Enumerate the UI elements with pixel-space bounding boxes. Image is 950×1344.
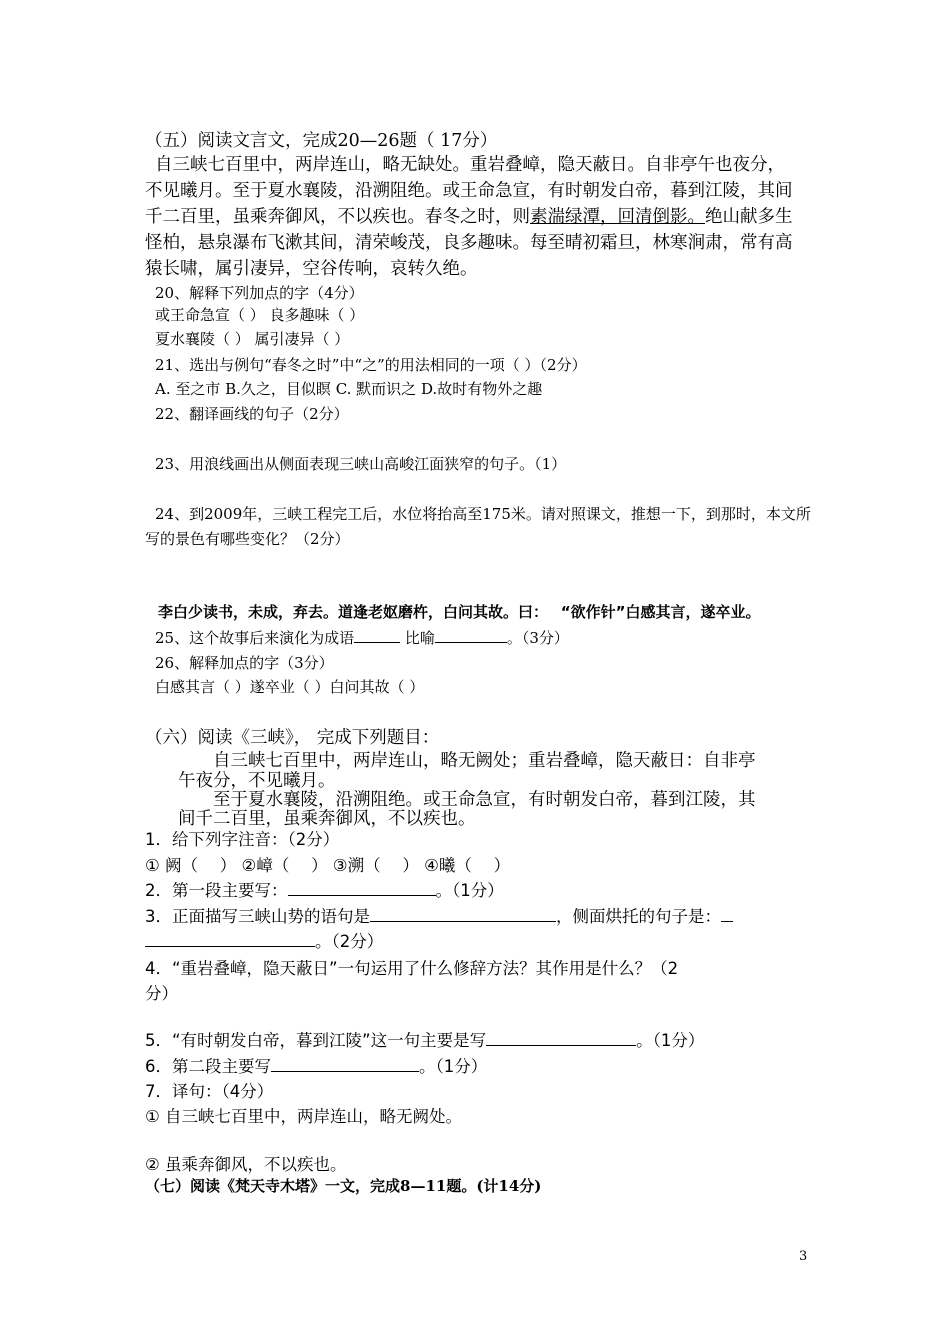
question-20-items: 夏水襄陵（ ） 属引凄异（ ） xyxy=(155,330,350,348)
section6-paragraph: 午夜分，不见曦月。 xyxy=(178,771,336,791)
question-26: 26、解释加点的字（3分） xyxy=(155,654,334,672)
passage-line xyxy=(145,203,793,228)
question-21-options: A. 至之市 B.久之，目似瞑 C. 默而识之 D.故时有物外之趣 xyxy=(155,380,543,398)
li-bai-story: 李白少读书，未成，弃去。道逢老妪磨杵，白问其故。曰： “欲作针”白感其言，遂卒业。 xyxy=(158,603,761,621)
passage-segment: 千二百里，虽乘奔御风，不以疾也。春冬之时，则 xyxy=(145,207,530,227)
q2-text: 2．第一段主要写： xyxy=(145,881,288,900)
question-6-2 xyxy=(145,877,504,901)
passage-segment: 绝山献多生 xyxy=(705,207,793,227)
answer-blank[interactable] xyxy=(354,628,400,643)
q25-text: 25、这个故事后来演化为成语 xyxy=(155,629,355,647)
section6-paragraph: 自三峡七百里中，两岸连山，略无阙处；重岩叠嶂，隐天蔽日：自非亭 xyxy=(213,751,756,771)
answer-blank[interactable] xyxy=(370,907,556,922)
section6-title: （六）阅读《三峡》， 完成下列题目： xyxy=(145,728,440,748)
question-6-5 xyxy=(145,1027,704,1051)
question-6-3-cont xyxy=(145,928,383,952)
question-6-6 xyxy=(145,1053,487,1077)
q25-text: 。（3分） xyxy=(506,629,569,647)
q2-text: 。（1分） xyxy=(435,881,504,900)
answer-blank[interactable] xyxy=(145,932,315,947)
section7-title: （七）阅读《梵天寺木塔》一文，完成8—11题。(计14分) xyxy=(145,1177,542,1195)
question-6-7-item: ② 虽乘奔御风，不以疾也。 xyxy=(145,1155,347,1174)
question-6-3 xyxy=(145,903,733,927)
section6-paragraph: 至于夏水襄陵，沿溯阻绝。或王命急宣，有时朝发白帝，暮到江陵，其 xyxy=(213,790,756,810)
question-23: 23、用浪线画出从侧面表现三峡山高峻江面狭窄的句子。（1） xyxy=(155,455,567,473)
passage-line: 怪柏，悬泉瀑布飞漱其间，清荣峻茂，良多趣味。每至晴初霜旦，林寒涧肃，常有高 xyxy=(145,233,793,253)
question-6-1-items: ① 阙（ ） ②嶂（ ） ③溯（ ） ④曦（ ） xyxy=(145,856,511,875)
q6-text: 6．第二段主要写 xyxy=(145,1057,271,1076)
question-20-items: 或王命急宣（ ） 良多趣味（ ） xyxy=(155,306,365,324)
q3-text: 。（2分） xyxy=(315,932,384,951)
question-6-7: 7．译句：（4分） xyxy=(145,1082,274,1101)
question-24-cont: 写的景色有哪些变化？（2分） xyxy=(145,530,350,548)
page-number: 3 xyxy=(799,1249,808,1264)
passage-line: 不见曦月。至于夏水襄陵，沿溯阻绝。或王命急宣，有时朝发白帝，暮到江陵，其间 xyxy=(145,181,793,201)
q25-text: 比喻 xyxy=(400,629,435,647)
answer-blank[interactable] xyxy=(486,1031,636,1046)
question-20: 20、解释下列加点的字（4分） xyxy=(155,284,364,302)
q3-text: ，侧面烘托的句子是： xyxy=(556,907,721,926)
question-6-7-item: ① 自三峡七百里中，两岸连山，略无阙处。 xyxy=(145,1107,463,1126)
passage-line: 自三峡七百里中，两岸连山，略无缺处。重岩叠嶂，隐天蔽日。自非亭午也夜分， xyxy=(155,155,785,175)
passage-line: 猿长啸，属引凄异，空谷传响，哀转久绝。 xyxy=(145,259,478,279)
question-25 xyxy=(155,627,569,648)
question-22: 22、翻译画线的句子（2分） xyxy=(155,405,349,423)
underlined-sentence: 素湍绿潭，回清倒影。 xyxy=(530,207,705,227)
question-6-4: 4．“重岩叠嶂，隐天蔽日”一句运用了什么修辞方法？其作用是什么？（2 xyxy=(145,959,679,978)
question-26-items: 白感其言（ ）遂卒业（ ）白问其故（ ） xyxy=(155,678,425,696)
q3-text: 3．正面描写三峡山势的语句是 xyxy=(145,907,370,926)
section6-paragraph: 间千二百里，虽乘奔御风，不以疾也。 xyxy=(178,809,476,829)
question-6-1: 1．给下列字注音：（2分） xyxy=(145,830,340,849)
answer-blank[interactable] xyxy=(288,881,436,896)
answer-blank[interactable] xyxy=(721,907,733,922)
q5-text: 。（1分） xyxy=(636,1031,705,1050)
question-21: 21、选出与例句“春冬之时”中“之”的用法相同的一项（ ）（2分） xyxy=(155,356,587,374)
section5-title: （五）阅读文言文，完成20—26题（ 17分） xyxy=(145,131,498,151)
q6-text: 。（1分） xyxy=(419,1057,488,1076)
question-6-4-cont: 分） xyxy=(145,984,178,1003)
answer-blank[interactable] xyxy=(435,628,507,643)
question-24: 24、到2009年，三峡工程完工后，水位将抬高至175米。请对照课文，推想一下，到那时，本文所 xyxy=(155,505,811,523)
answer-blank[interactable] xyxy=(271,1057,419,1072)
q5-text: 5．“有时朝发白帝，暮到江陵”这一句主要是写 xyxy=(145,1031,487,1050)
